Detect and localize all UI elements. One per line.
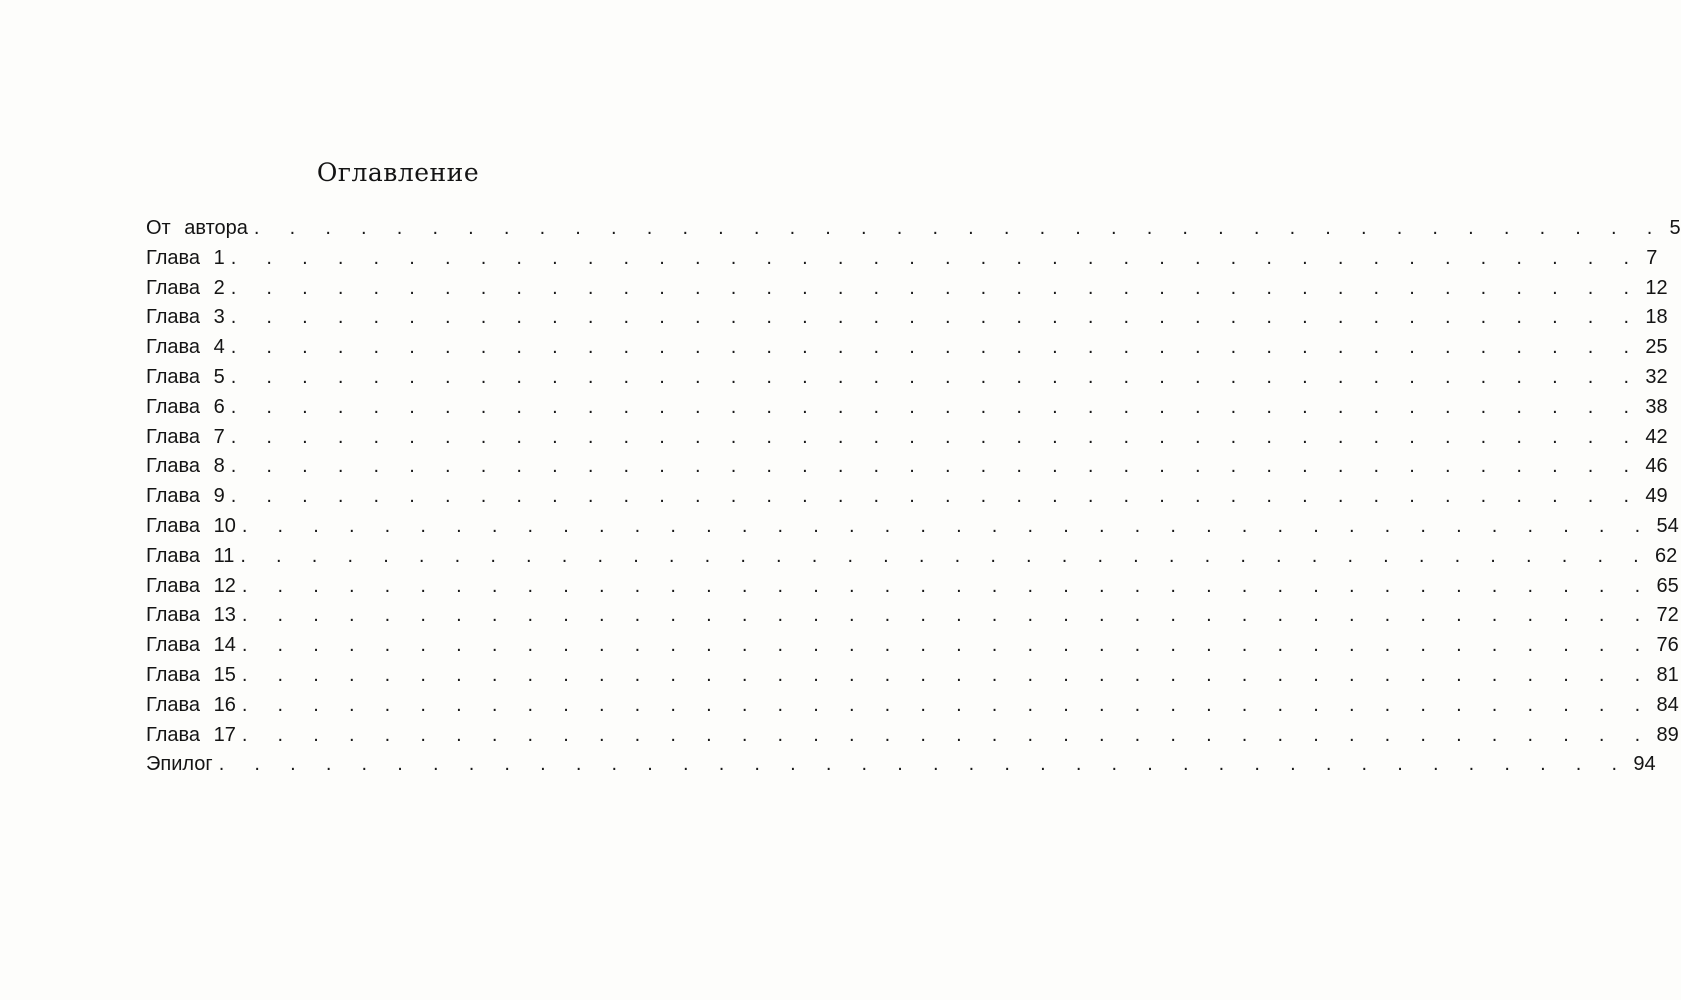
toc-entry[interactable] xyxy=(146,274,1668,304)
toc-entry-page-number: 89 xyxy=(1653,721,1679,751)
toc-entry-label: Глава 4 xyxy=(146,336,225,359)
toc-entry-label: Глава 6 xyxy=(146,395,225,418)
toc-entry[interactable] xyxy=(146,393,1668,423)
toc-entry-page-number: 81 xyxy=(1653,661,1679,691)
toc-dot-leader: . . . . . . . . . . . . . . . . . . . . . . . . . . . . . . . . . . . . . . . . xyxy=(241,514,1653,537)
toc-entry[interactable] xyxy=(146,601,1679,631)
toc-entry-label: Глава 14 xyxy=(146,634,236,657)
toc-entry[interactable] xyxy=(146,482,1668,512)
toc-dot-leader: . . . . . . . . . . . . . . . . . . . . . . . . . . . . . . . . . . . . . . . . xyxy=(230,455,1642,478)
toc-entry[interactable] xyxy=(146,721,1679,751)
toc-entry-page-number: 18 xyxy=(1641,303,1667,333)
toc-dot-leader: . . . . . . . . . . . . . . . . . . . . . . . . . . . . . . . . . . . . . . . . xyxy=(241,604,1653,627)
toc-dot-leader: . . . . . . . . . . . . . . . . . . . . . . . . . . . . . . . . . . . . . . . . xyxy=(241,663,1653,686)
toc-entry-label: Глава 15 xyxy=(146,663,236,686)
toc-entry-page-number: 54 xyxy=(1653,512,1679,542)
toc-entry[interactable] xyxy=(146,661,1679,691)
toc-entry-label: Глава 5 xyxy=(146,365,225,388)
toc-entry-label: Глава 10 xyxy=(146,514,236,537)
toc-entry-label: Глава 1 xyxy=(146,246,225,269)
toc-entry[interactable] xyxy=(146,631,1679,661)
toc-entry-label: Глава 16 xyxy=(146,693,236,716)
toc-dot-leader: . . . . . . . . . . . . . . . . . . . . . . . . . . . . . . . . . . . . . . . . xyxy=(241,634,1653,657)
toc-entry[interactable] xyxy=(146,363,1668,393)
toc-entry-label: Глава 3 xyxy=(146,306,225,329)
table-of-contents xyxy=(146,214,1681,780)
toc-dot-leader: . . . . . . . . . . . . . . . . . . . . . . . . . . . . . . . . . . . . . . . . xyxy=(241,723,1653,746)
toc-entry[interactable] xyxy=(146,542,1678,572)
toc-dot-leader: . . . . . . . . . . . . . . . . . . . . . . . . . . . . . . . . . . . . . . . . xyxy=(230,246,1642,269)
toc-dot-leader: . . . . . . . . . . . . . . . . . . . . . . . . . . . . . . . . . . . . . . . . xyxy=(230,276,1642,299)
toc-entry[interactable] xyxy=(146,423,1668,453)
toc-dot-leader: . . . . . . . . . . . . . . . . . . . . . . . . . . . . . . . . . . . . . . . . xyxy=(253,217,1665,239)
toc-entry-page-number: 65 xyxy=(1653,572,1679,602)
page-title: Оглавление xyxy=(316,158,480,187)
toc-entry-label: Глава 8 xyxy=(146,455,225,478)
toc-entry[interactable] xyxy=(146,244,1658,274)
toc-entry-page-number: 7 xyxy=(1641,244,1657,274)
toc-entry-page-number: 25 xyxy=(1641,333,1667,363)
toc-entry[interactable] xyxy=(146,214,1681,244)
toc-dot-leader: . . . . . . . . . . . . . . . . . . . . . . . . . . . . . . . . . . . . . . . . xyxy=(241,693,1653,716)
toc-entry-page-number: 72 xyxy=(1653,601,1679,631)
toc-entry-label: Глава 11 xyxy=(146,544,235,567)
toc-entry-page-number: 12 xyxy=(1641,274,1667,304)
toc-entry-page-number: 38 xyxy=(1641,393,1667,423)
toc-dot-leader: . . . . . . . . . . . . . . . . . . . . . . . . . . . . . . . . . . . . . . . . xyxy=(240,544,1652,567)
toc-entry[interactable] xyxy=(146,691,1679,721)
toc-entry[interactable] xyxy=(146,750,1656,780)
toc-entry-label: Глава 12 xyxy=(146,574,236,597)
toc-dot-leader: . . . . . . . . . . . . . . . . . . . . . . . . . . . . . . . . . . . . . . . . xyxy=(230,395,1642,418)
toc-dot-leader: . . . . . . . . . . . . . . . . . . . . . . . . . . . . . . . . . . . . . . . . xyxy=(230,485,1642,508)
toc-entry-label: Глава 13 xyxy=(146,604,236,627)
toc-entry[interactable] xyxy=(146,303,1668,333)
toc-entry-page-number: 5 xyxy=(1665,214,1681,244)
toc-entry-label: От автора xyxy=(146,217,248,239)
toc-entry-page-number: 49 xyxy=(1641,482,1667,512)
toc-entry-page-number: 94 xyxy=(1629,750,1655,780)
toc-entry[interactable] xyxy=(146,333,1668,363)
toc-entry-label: Глава 17 xyxy=(146,723,236,746)
toc-dot-leader: . . . . . . . . . . . . . . . . . . . . . . . . . . . . . . . . . . . . . . . . xyxy=(241,574,1653,597)
toc-entry-page-number: 32 xyxy=(1641,363,1667,393)
toc-entry[interactable] xyxy=(146,452,1668,482)
toc-dot-leader: . . . . . . . . . . . . . . . . . . . . . . . . . . . . . . . . . . . . . . . . xyxy=(230,306,1642,329)
toc-entry[interactable] xyxy=(146,512,1679,542)
toc-entry-page-number: 84 xyxy=(1653,691,1679,721)
toc-entry-label: Глава 9 xyxy=(146,485,225,508)
toc-entry-page-number: 42 xyxy=(1641,423,1667,453)
toc-dot-leader: . . . . . . . . . . . . . . . . . . . . . . . . . . . . . . . . . . . . . . . . xyxy=(230,336,1642,359)
toc-dot-leader: . . . . . . . . . . . . . . . . . . . . . . . . . . . . . . . . . . . . . . . . xyxy=(230,425,1642,448)
toc-dot-leader: . . . . . . . . . . . . . . . . . . . . . . . . . . . . . . . . . . . . . . . . xyxy=(218,753,1630,776)
toc-dot-leader: . . . . . . . . . . . . . . . . . . . . . . . . . . . . . . . . . . . . . . . . xyxy=(230,365,1642,388)
toc-entry-label: Глава 2 xyxy=(146,276,225,299)
toc-entry-page-number: 46 xyxy=(1641,452,1667,482)
toc-entry-page-number: 76 xyxy=(1653,631,1679,661)
toc-entry-label: Эпилог xyxy=(146,753,213,776)
toc-entry-label: Глава 7 xyxy=(146,425,225,448)
toc-entry[interactable] xyxy=(146,572,1679,602)
toc-entry-page-number: 62 xyxy=(1651,542,1677,572)
